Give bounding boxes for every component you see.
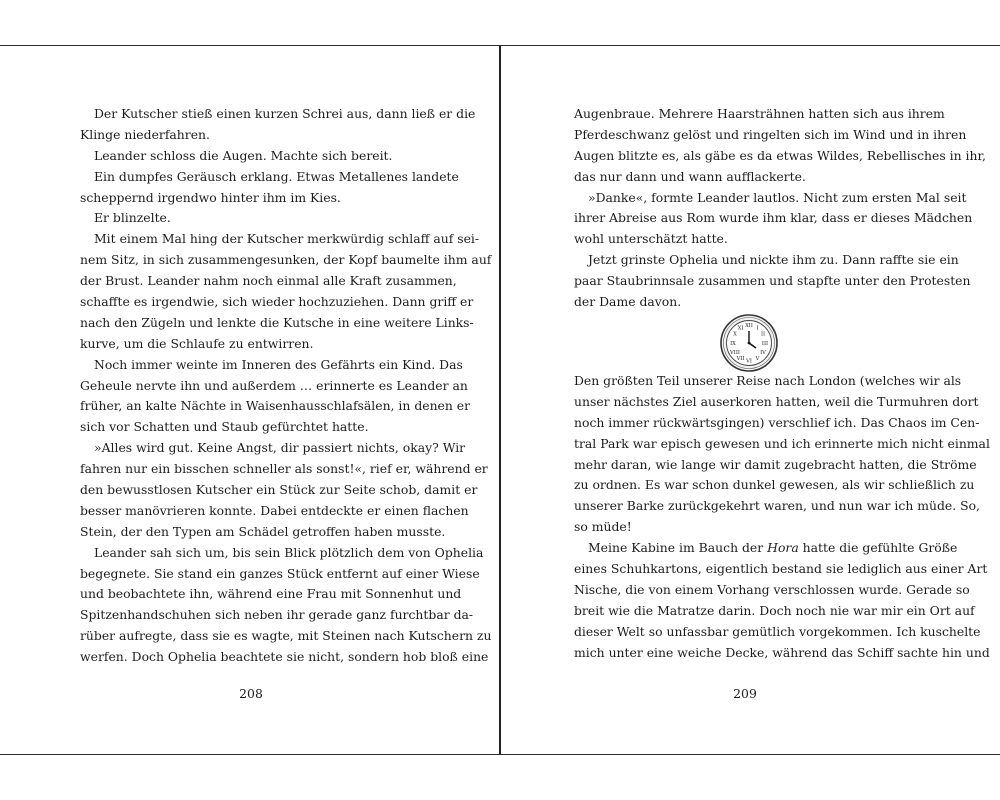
text-line: breit wie die Matratze darin. Doch noch nie war mir ein Ort auf bbox=[574, 602, 975, 618]
text-line: der Brust. Leander nahm noch einmal alle Kraft zusammen, bbox=[80, 273, 457, 289]
text-line: nach den Zügeln und lenkte die Kutsche in eine weitere Links- bbox=[80, 314, 474, 330]
text-line: Den größten Teil unserer Reise nach London (welches wir als bbox=[574, 373, 962, 388]
text-line: früher, an kalte Nächte in Waisenhausschlafsälen, in denen er bbox=[80, 398, 471, 414]
text-line: Der Kutscher stieß einen kurzen Schrei aus, dann ließ er die bbox=[94, 106, 476, 121]
text-line: »Danke«, formte Leander lautlos. Nicht zum ersten Mal seit bbox=[588, 189, 967, 205]
text-line: unser nächstes Ziel auserkoren hatten, weil die Turmuhren dort bbox=[574, 393, 979, 409]
text-line: und beobachtete ihn, während eine Frau mit Sonnenhut und bbox=[80, 586, 462, 602]
text-line: Klinge niederfahren. bbox=[80, 126, 210, 142]
svg-text:XI: XI bbox=[737, 325, 744, 332]
svg-text:I: I bbox=[756, 325, 759, 332]
svg-text:II: II bbox=[760, 331, 766, 338]
text-line: zu ordnen. Es war schon dunkel gewesen, als wir schließlich zu bbox=[574, 477, 975, 493]
text-line: eines Schuhkartons, eigentlich bestand sie lediglich aus einer Art bbox=[574, 561, 988, 577]
svg-text:XII: XII bbox=[745, 323, 753, 329]
right-page bbox=[501, 46, 1000, 754]
right-page-text-bottom bbox=[574, 371, 990, 663]
text-line: noch immer rückwärtsgingen) verschlief ich. Das Chaos im Cen- bbox=[574, 414, 980, 430]
text-line: Meine Kabine im Bauch der Hora hatte die gefühlte Größe bbox=[588, 540, 958, 556]
text-line: Pferdeschwanz gelöst und ringelten sich im Wind und in ihren bbox=[574, 126, 967, 142]
text-line: Noch immer weinte im Inneren des Gefährts ein Kind. Das bbox=[94, 356, 463, 372]
text-line: Augen blitzte es, als gäbe es da etwas Wildes, Rebellisches in ihr, bbox=[574, 147, 986, 163]
clock-icon bbox=[719, 313, 779, 373]
text-line: nem Sitz, in sich zusammengesunken, der Kopf baumelte ihm auf bbox=[80, 252, 492, 268]
text-line: Leander schloss die Augen. Machte sich bereit. bbox=[94, 147, 393, 163]
text-line: besser manövrieren konnte. Dabei entdeckte er einen flachen bbox=[80, 502, 469, 518]
text-line: den bewusstlosen Kutscher ein Stück zur Seite schob, damit er bbox=[80, 482, 478, 498]
text-line: Jetzt grinste Ophelia und nickte ihm zu. Dann raffte sie ein bbox=[588, 252, 959, 268]
text-line: »Alles wird gut. Keine Angst, dir passiert nichts, okay? Wir bbox=[94, 440, 466, 456]
text-line: so müde! bbox=[574, 519, 632, 535]
left-page bbox=[0, 46, 499, 754]
svg-text:IX: IX bbox=[730, 340, 736, 347]
text-line: rüber aufregte, dass sie es wagte, mit Steinen nach Kutschern zu bbox=[80, 628, 492, 644]
text-line: paar Staubrinnsale zusammen und stapfte unter den Protesten bbox=[574, 273, 971, 289]
text-line: sich vor Schatten und Staub gefürchtet hatte. bbox=[80, 419, 369, 435]
svg-text:VI: VI bbox=[746, 358, 752, 365]
text-line: scheppernd irgendwo hinter ihm im Kies. bbox=[80, 189, 341, 205]
svg-text:VIII: VIII bbox=[730, 350, 740, 356]
text-line: tral Park war episch gewesen und ich erinnerte mich nicht einmal bbox=[574, 435, 990, 451]
text-line: Augenbraue. Mehrere Haarsträhnen hatten sich aus ihrem bbox=[574, 106, 945, 121]
text-line: begegnete. Sie stand ein ganzes Stück entfernt auf einer Wiese bbox=[80, 565, 480, 581]
left-page-text bbox=[80, 104, 492, 668]
text-line: der Dame davon. bbox=[574, 294, 682, 310]
text-line: schaffte es irgendwie, sich wieder hochzuziehen. Dann griff er bbox=[80, 294, 474, 310]
text-line: mehr daran, wie lange wir damit zugebracht hatten, die Ströme bbox=[574, 456, 977, 472]
text-line: unserer Barke zurückgekehrt waren, und nun war ich müde. So, bbox=[574, 498, 980, 514]
text-line: Nische, die von einem Vorhang verschlossen wurde. Gerade so bbox=[574, 581, 970, 597]
svg-text:VII: VII bbox=[736, 356, 745, 362]
ship-name: Hora bbox=[767, 540, 799, 556]
text-line: dieser Welt so unfassbar gemütlich vorgekommen. Ich kuschelte bbox=[574, 623, 981, 639]
text-line: mich unter eine weiche Decke, während das Schiff sachte hin und bbox=[574, 644, 990, 660]
svg-text:X: X bbox=[733, 331, 737, 338]
text-line: Er blinzelte. bbox=[94, 210, 171, 226]
text-line: Mit einem Mal hing der Kutscher merkwürdig schlaff auf sei- bbox=[94, 231, 480, 247]
text-line: fahren nur ein bisschen schneller als sonst!«, rief er, während er bbox=[80, 461, 488, 477]
text-line: Spitzenhandschuhen sich neben ihr gerade ganz furchtbar da- bbox=[80, 607, 474, 623]
page-number-right: 209 bbox=[733, 686, 757, 701]
text-line: Geheule nervte ihn und außerdem … erinnerte es Leander an bbox=[80, 377, 468, 393]
svg-text:III: III bbox=[761, 340, 769, 347]
page-number-left: 208 bbox=[239, 686, 263, 701]
text-line: ihrer Abreise aus Rom wurde ihm klar, dass er dieses Mädchen bbox=[574, 210, 973, 226]
text-line: Stein, der den Typen am Schädel getroffen haben musste. bbox=[80, 523, 446, 539]
text-line: Leander sah sich um, bis sein Blick plötzlich dem von Ophelia bbox=[94, 544, 484, 560]
svg-text:V: V bbox=[755, 356, 760, 362]
text-line: das nur dann und wann aufflackerte. bbox=[574, 168, 806, 184]
text-line: Ein dumpfes Geräusch erklang. Etwas Metallenes landete bbox=[94, 168, 459, 184]
text-line: kurve, um die Schlaufe zu entwirren. bbox=[80, 335, 314, 351]
right-page-text-top bbox=[574, 104, 986, 313]
book-spread bbox=[0, 45, 1000, 755]
text-line: wohl unterschätzt hatte. bbox=[574, 231, 728, 247]
text-line: werfen. Doch Ophelia beachtete sie nicht, sondern hob bloß eine bbox=[80, 649, 489, 665]
svg-text:IV: IV bbox=[760, 350, 766, 356]
